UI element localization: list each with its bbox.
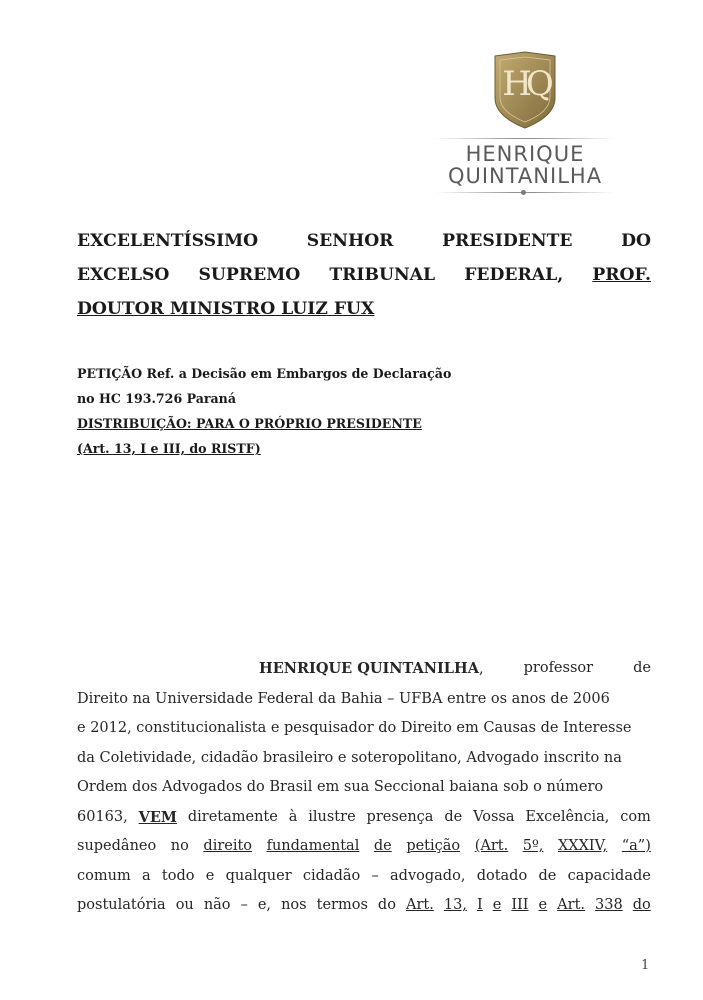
heading-word: FEDERAL,	[464, 265, 564, 285]
heading-word: EXCELENTÍSSIMO	[77, 231, 259, 251]
heading-word: TRIBUNAL	[329, 265, 436, 285]
logo-name-line1: HENRIQUE	[465, 142, 585, 166]
reference-distribution: DISTRIBUIÇÃO: PARA O PRÓPRIO PRESIDENTE	[77, 416, 422, 431]
addressee-heading	[77, 224, 651, 326]
body-line-6: 60163, VEM diretamente à ilustre presença de Vossa Excelência, com	[77, 803, 651, 833]
heading-word: DO	[621, 231, 651, 251]
heading-word: SENHOR	[306, 231, 394, 251]
heading-word: PRESIDENTE	[442, 231, 573, 251]
firm-logo	[430, 50, 620, 200]
heading-line-2	[77, 258, 651, 292]
body-line-8: comum a todo e qualquer cidadão – advogado, dotado de capacidade	[77, 867, 651, 884]
body-line-7: supedâneo no direito fundamental de petição (Art. 5º, XXXIV, “a”)	[77, 838, 651, 854]
heading-word: EXCELSO	[77, 265, 170, 285]
body-line-3: e 2012, constitucionalista e pesquisador do Direito em Causas de Interesse	[77, 720, 632, 736]
reference-article: (Art. 13, I e III, do RISTF)	[77, 441, 261, 456]
body-line-4: da Coletividade, cidadão brasileiro e soteropolitano, Advogado inscrito na	[77, 749, 622, 766]
heading-word: PROF.	[592, 265, 651, 285]
verb-vem: VEM	[138, 808, 177, 826]
reference-line-1: PETIÇÃO Ref. a Decisão em Embargos de Declaração	[77, 366, 452, 381]
logo-divider-top	[435, 138, 615, 139]
petition-body	[77, 654, 651, 921]
body-line-5: Ordem dos Advogados do Brasil em sua Seccional baiana sob o número	[77, 779, 604, 795]
heading-line-1	[77, 224, 651, 258]
petition-reference	[77, 361, 637, 461]
page-number: 1	[641, 958, 650, 973]
logo-ornament-dot	[521, 190, 526, 195]
reference-line-2: no HC 193.726 Paraná	[77, 391, 236, 406]
heading-line-3: DOUTOR MINISTRO LUIZ FUX	[77, 299, 375, 319]
body-line-1: HENRIQUE QUINTANILHA, professor de	[259, 660, 651, 677]
logo-name-line2: QUINTANILHA	[447, 164, 603, 188]
logo-monogram: HQ	[502, 64, 548, 104]
body-line-2: Direito na Universidade Federal da Bahia – UFBA entre os anos de 2006	[77, 690, 610, 707]
petitioner-name: HENRIQUE QUINTANILHA	[259, 660, 479, 677]
body-line-9: postulatória ou não – e, nos termos do Art. 13, I e III e Art. 338 do	[77, 897, 651, 913]
heading-word: SUPREMO	[198, 265, 301, 285]
